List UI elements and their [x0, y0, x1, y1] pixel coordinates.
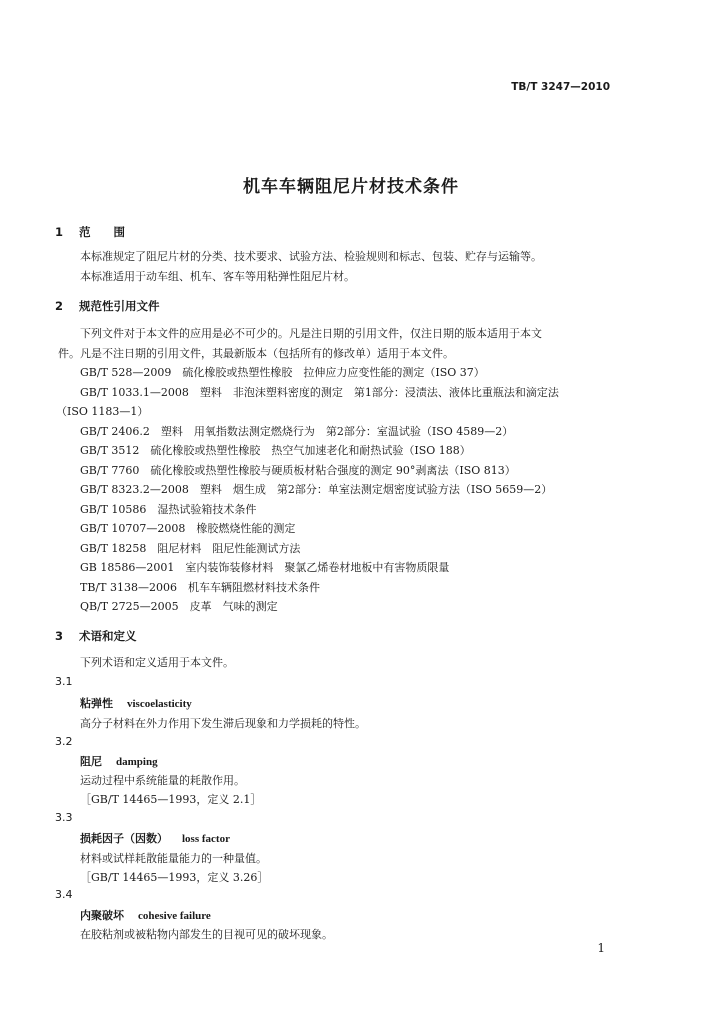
reference-item: TB/T 3138—2006 机车车辆阻燃材料技术条件 [80, 581, 320, 594]
term-definition: 高分子材料在外力作用下发生滞后现象和力学损耗的特性。 [80, 717, 366, 730]
reference-item: GB/T 10586 湿热试验箱技术条件 [80, 503, 257, 516]
term-en: loss factor [182, 833, 230, 845]
reference-item: GB/T 2406.2 塑料 用氧指数法测定燃烧行为 第2部分：室温试验（ISO 4589—2） [80, 425, 514, 438]
term-number: 3.4 [55, 888, 73, 901]
term-source: ［GB/T 14465—1993，定义 2.1］ [80, 793, 262, 806]
standard-number: TB/T 3247—2010 [511, 81, 610, 93]
term-cn: 粘弹性 [80, 697, 113, 710]
reference-item: GB 18586—2001 室内装饰装修材料 聚氯乙烯卷材地板中有害物质限量 [80, 561, 450, 574]
reference-item: GB/T 8323.2—2008 塑料 烟生成 第2部分：单室法测定烟密度试验方法（ISO 5659—2） [80, 483, 553, 496]
paragraph: 件。凡是不注日期的引用文件，其最新版本（包括所有的修改单）适用于本文件。 [58, 347, 454, 360]
section-1-heading [55, 224, 125, 240]
term-number: 3.2 [55, 735, 73, 748]
section-title: 规范性引用文件 [79, 299, 160, 313]
reference-item: GB/T 18258 阻尼材料 阻尼性能测试方法 [80, 542, 301, 555]
page-number: 1 [597, 941, 605, 955]
term-source: ［GB/T 14465—1993，定义 3.26］ [80, 871, 269, 884]
paragraph: 本标准适用于动车组、机车、客车等用粘弹性阻尼片材。 [80, 270, 355, 283]
section-number: 1 [55, 225, 64, 239]
term-number: 3.1 [55, 675, 73, 688]
reference-item: GB/T 1033.1—2008 塑料 非泡沫塑料密度的测定 第1部分：浸渍法、液体比重瓶法和滴定法 [80, 386, 559, 399]
term-cn: 损耗因子（因数） [80, 832, 168, 845]
paragraph: 下列文件对于本文件的应用是必不可少的。凡是注日期的引用文件，仅注日期的版本适用于本文 [80, 327, 542, 340]
reference-item: GB/T 528—2009 硫化橡胶或热塑性橡胶 拉伸应力应变性能的测定（ISO 37） [80, 366, 485, 379]
term-cn: 内聚破坏 [80, 909, 124, 922]
term-heading [80, 753, 158, 769]
section-2-heading [55, 298, 160, 314]
term-heading [80, 907, 211, 923]
reference-item: （ISO 1183—1） [56, 405, 149, 418]
term-definition: 材料或试样耗散能量能力的一种量值。 [80, 852, 267, 865]
term-heading [80, 695, 192, 711]
term-heading [80, 830, 230, 846]
reference-item: GB/T 7760 硫化橡胶或热塑性橡胶与硬质板材粘合强度的测定 90°剥离法（ISO 813） [80, 464, 516, 477]
term-en: viscoelasticity [127, 698, 192, 710]
term-en: damping [116, 756, 158, 768]
reference-item: QB/T 2725—2005 皮革 气味的测定 [80, 600, 278, 613]
document-title: 机车车辆阻尼片材技术条件 [243, 177, 459, 197]
term-definition: 运动过程中系统能量的耗散作用。 [80, 774, 245, 787]
term-number: 3.3 [55, 811, 73, 824]
term-en: cohesive failure [138, 910, 211, 922]
reference-item: GB/T 3512 硫化橡胶或热塑性橡胶 热空气加速老化和耐热试验（ISO 188） [80, 444, 471, 457]
section-title: 术语和定义 [79, 629, 137, 643]
term-cn: 阻尼 [80, 755, 102, 768]
paragraph: 本标准规定了阻尼片材的分类、技术要求、试验方法、检验规则和标志、包装、贮存与运输等。 [80, 250, 542, 263]
section-3-heading [55, 628, 137, 644]
section-number: 2 [55, 299, 64, 313]
section-title: 范 围 [79, 225, 125, 239]
paragraph: 下列术语和定义适用于本文件。 [80, 656, 234, 669]
section-number: 3 [55, 629, 64, 643]
reference-item: GB/T 10707—2008 橡胶燃烧性能的测定 [80, 522, 296, 535]
term-definition: 在胶粘剂或被粘物内部发生的目视可见的破坏现象。 [80, 928, 333, 941]
